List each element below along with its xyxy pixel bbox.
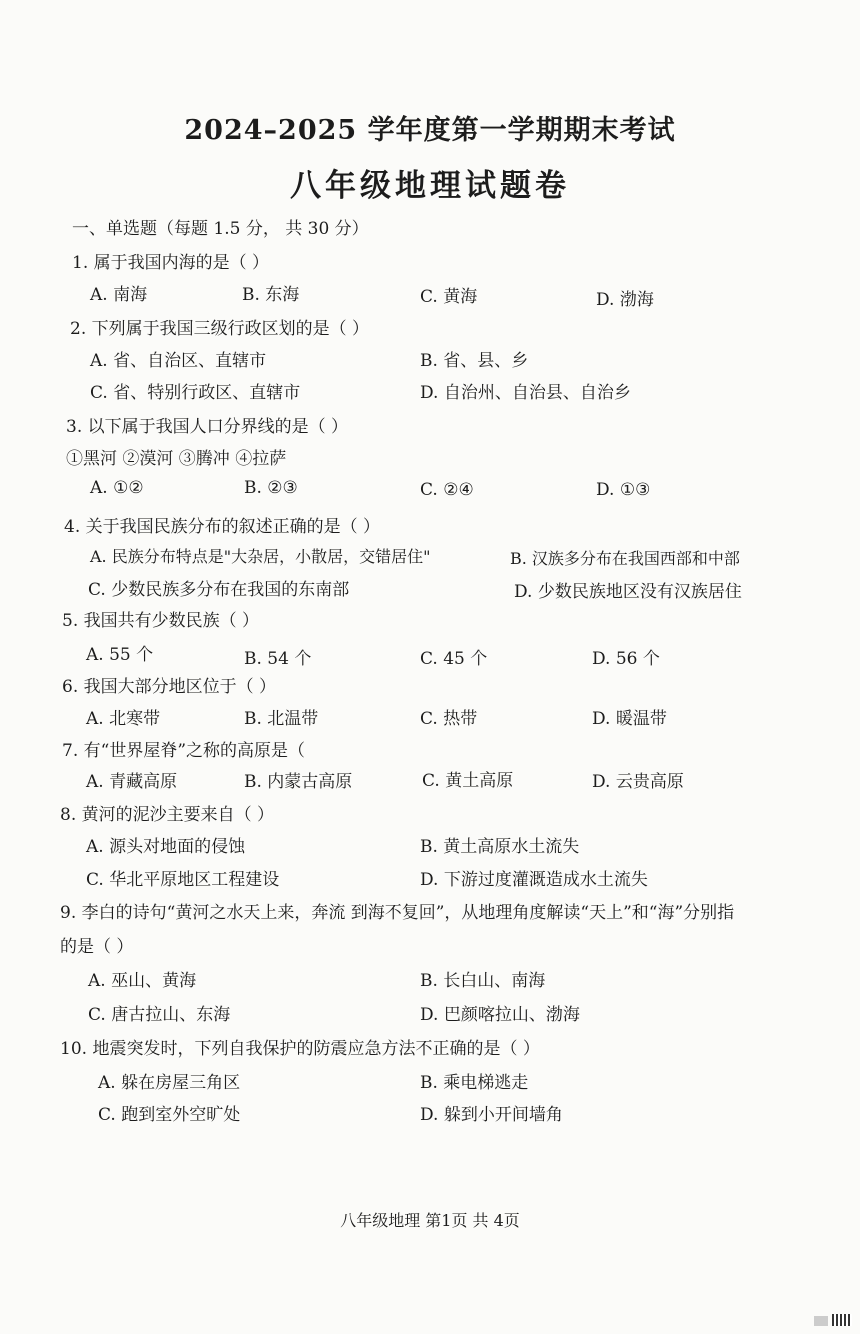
q7-option-a: A. 青藏高原 xyxy=(86,772,178,792)
question-9-cont: 的是（ ） xyxy=(60,937,134,957)
q4-option-c: C. 少数民族多分布在我国的东南部 xyxy=(88,580,350,600)
q6-option-b: B. 北温带 xyxy=(244,709,319,729)
q3-choices-note: ①黑河 ②漠河 ③腾冲 ④拉萨 xyxy=(66,449,287,469)
q10-option-b: B. 乘电梯逃走 xyxy=(420,1073,529,1093)
q9-option-a: A. 巫山、黄海 xyxy=(88,971,197,991)
q5-option-a: A. 55 个 xyxy=(86,645,154,665)
q10-option-c: C. 跑到室外空旷处 xyxy=(98,1105,241,1125)
exam-subtitle: 八年级地理试题卷 xyxy=(290,168,570,204)
question-10: 10. 地震突发时，下列自我保护的防震应急方法不正确的是（ ） xyxy=(60,1039,540,1059)
section-heading: 一、单选题（每题 1.5 分， 共 30 分） xyxy=(72,219,369,239)
q9-option-d: D. 巴颜喀拉山、渤海 xyxy=(420,1005,580,1025)
q9-option-c: C. 唐古拉山、东海 xyxy=(88,1005,231,1025)
q3-option-b: B. ②③ xyxy=(244,478,298,498)
question-3: 3. 以下属于我国人口分界线的是（ ） xyxy=(66,417,349,437)
q2-option-a: A. 省、自治区、直辖市 xyxy=(90,351,267,371)
q8-option-a: A. 源头对地面的侵蚀 xyxy=(86,837,246,857)
q8-option-c: C. 华北平原地区工程建设 xyxy=(86,870,280,890)
question-8: 8. 黄河的泥沙主要来自（ ） xyxy=(60,805,275,825)
q2-option-d: D. 自治州、自治县、自治乡 xyxy=(420,383,631,403)
q10-option-a: A. 躲在房屋三角区 xyxy=(98,1073,241,1093)
q7-option-b: B. 内蒙古高原 xyxy=(244,772,353,792)
question-2: 2. 下列属于我国三级行政区划的是（ ） xyxy=(70,319,370,339)
exam-title: 2024–2025 学年度第一学期期末考试 xyxy=(184,115,676,146)
q2-option-c: C. 省、特别行政区、直辖市 xyxy=(90,383,301,403)
q5-option-c: C. 45 个 xyxy=(420,649,488,669)
q3-option-c: C. ②④ xyxy=(420,480,474,500)
q7-option-d: D. 云贵高原 xyxy=(592,772,684,792)
q3-option-a: A. ①② xyxy=(90,478,144,498)
q2-option-b: B. 省、县、乡 xyxy=(420,351,529,371)
question-1: 1. 属于我国内海的是（ ） xyxy=(72,253,270,273)
q1-option-b: B. 东海 xyxy=(242,285,300,305)
question-5: 5. 我国共有少数民族（ ） xyxy=(62,611,260,631)
q6-option-a: A. 北寒带 xyxy=(86,709,161,729)
q4-option-d: D. 少数民族地区没有汉族居住 xyxy=(514,582,742,602)
q10-option-d: D. 躲到小开间墙角 xyxy=(420,1105,563,1125)
q4-option-b: B. 汉族多分布在我国西部和中部 xyxy=(510,549,740,568)
watermark-mark xyxy=(814,1316,828,1326)
q1-option-c: C. 黄海 xyxy=(420,287,478,307)
page-footer: 八年级地理 第1页 共 4页 xyxy=(340,1211,520,1230)
q8-option-d: D. 下游过度灌溉造成水土流失 xyxy=(420,870,648,890)
q9-option-b: B. 长白山、南海 xyxy=(420,971,546,991)
q1-option-a: A. 南海 xyxy=(90,285,148,305)
q6-option-d: D. 暖温带 xyxy=(592,709,667,729)
question-9: 9. 李白的诗句“黄河之水天上来，奔流 到海不复回”，从地理角度解读“天上”和“海”分别指 xyxy=(60,903,735,923)
question-4: 4. 关于我国民族分布的叙述正确的是（ ） xyxy=(64,517,381,537)
q6-option-c: C. 热带 xyxy=(420,709,478,729)
question-7: 7. 有“世界屋脊”之称的高原是（ xyxy=(62,741,306,761)
q4-option-a: A. 民族分布特点是"大杂居，小散居，交错居住" xyxy=(90,547,431,566)
q3-option-d: D. ①③ xyxy=(596,480,651,500)
qr-code-icon xyxy=(832,1314,852,1326)
q1-option-d: D. 渤海 xyxy=(596,290,654,310)
q7-option-c: C. 黄土高原 xyxy=(422,771,514,791)
q5-option-d: D. 56 个 xyxy=(592,649,660,669)
question-6: 6. 我国大部分地区位于（ ） xyxy=(62,677,277,697)
q5-option-b: B. 54 个 xyxy=(244,649,312,669)
q8-option-b: B. 黄土高原水土流失 xyxy=(420,837,580,857)
